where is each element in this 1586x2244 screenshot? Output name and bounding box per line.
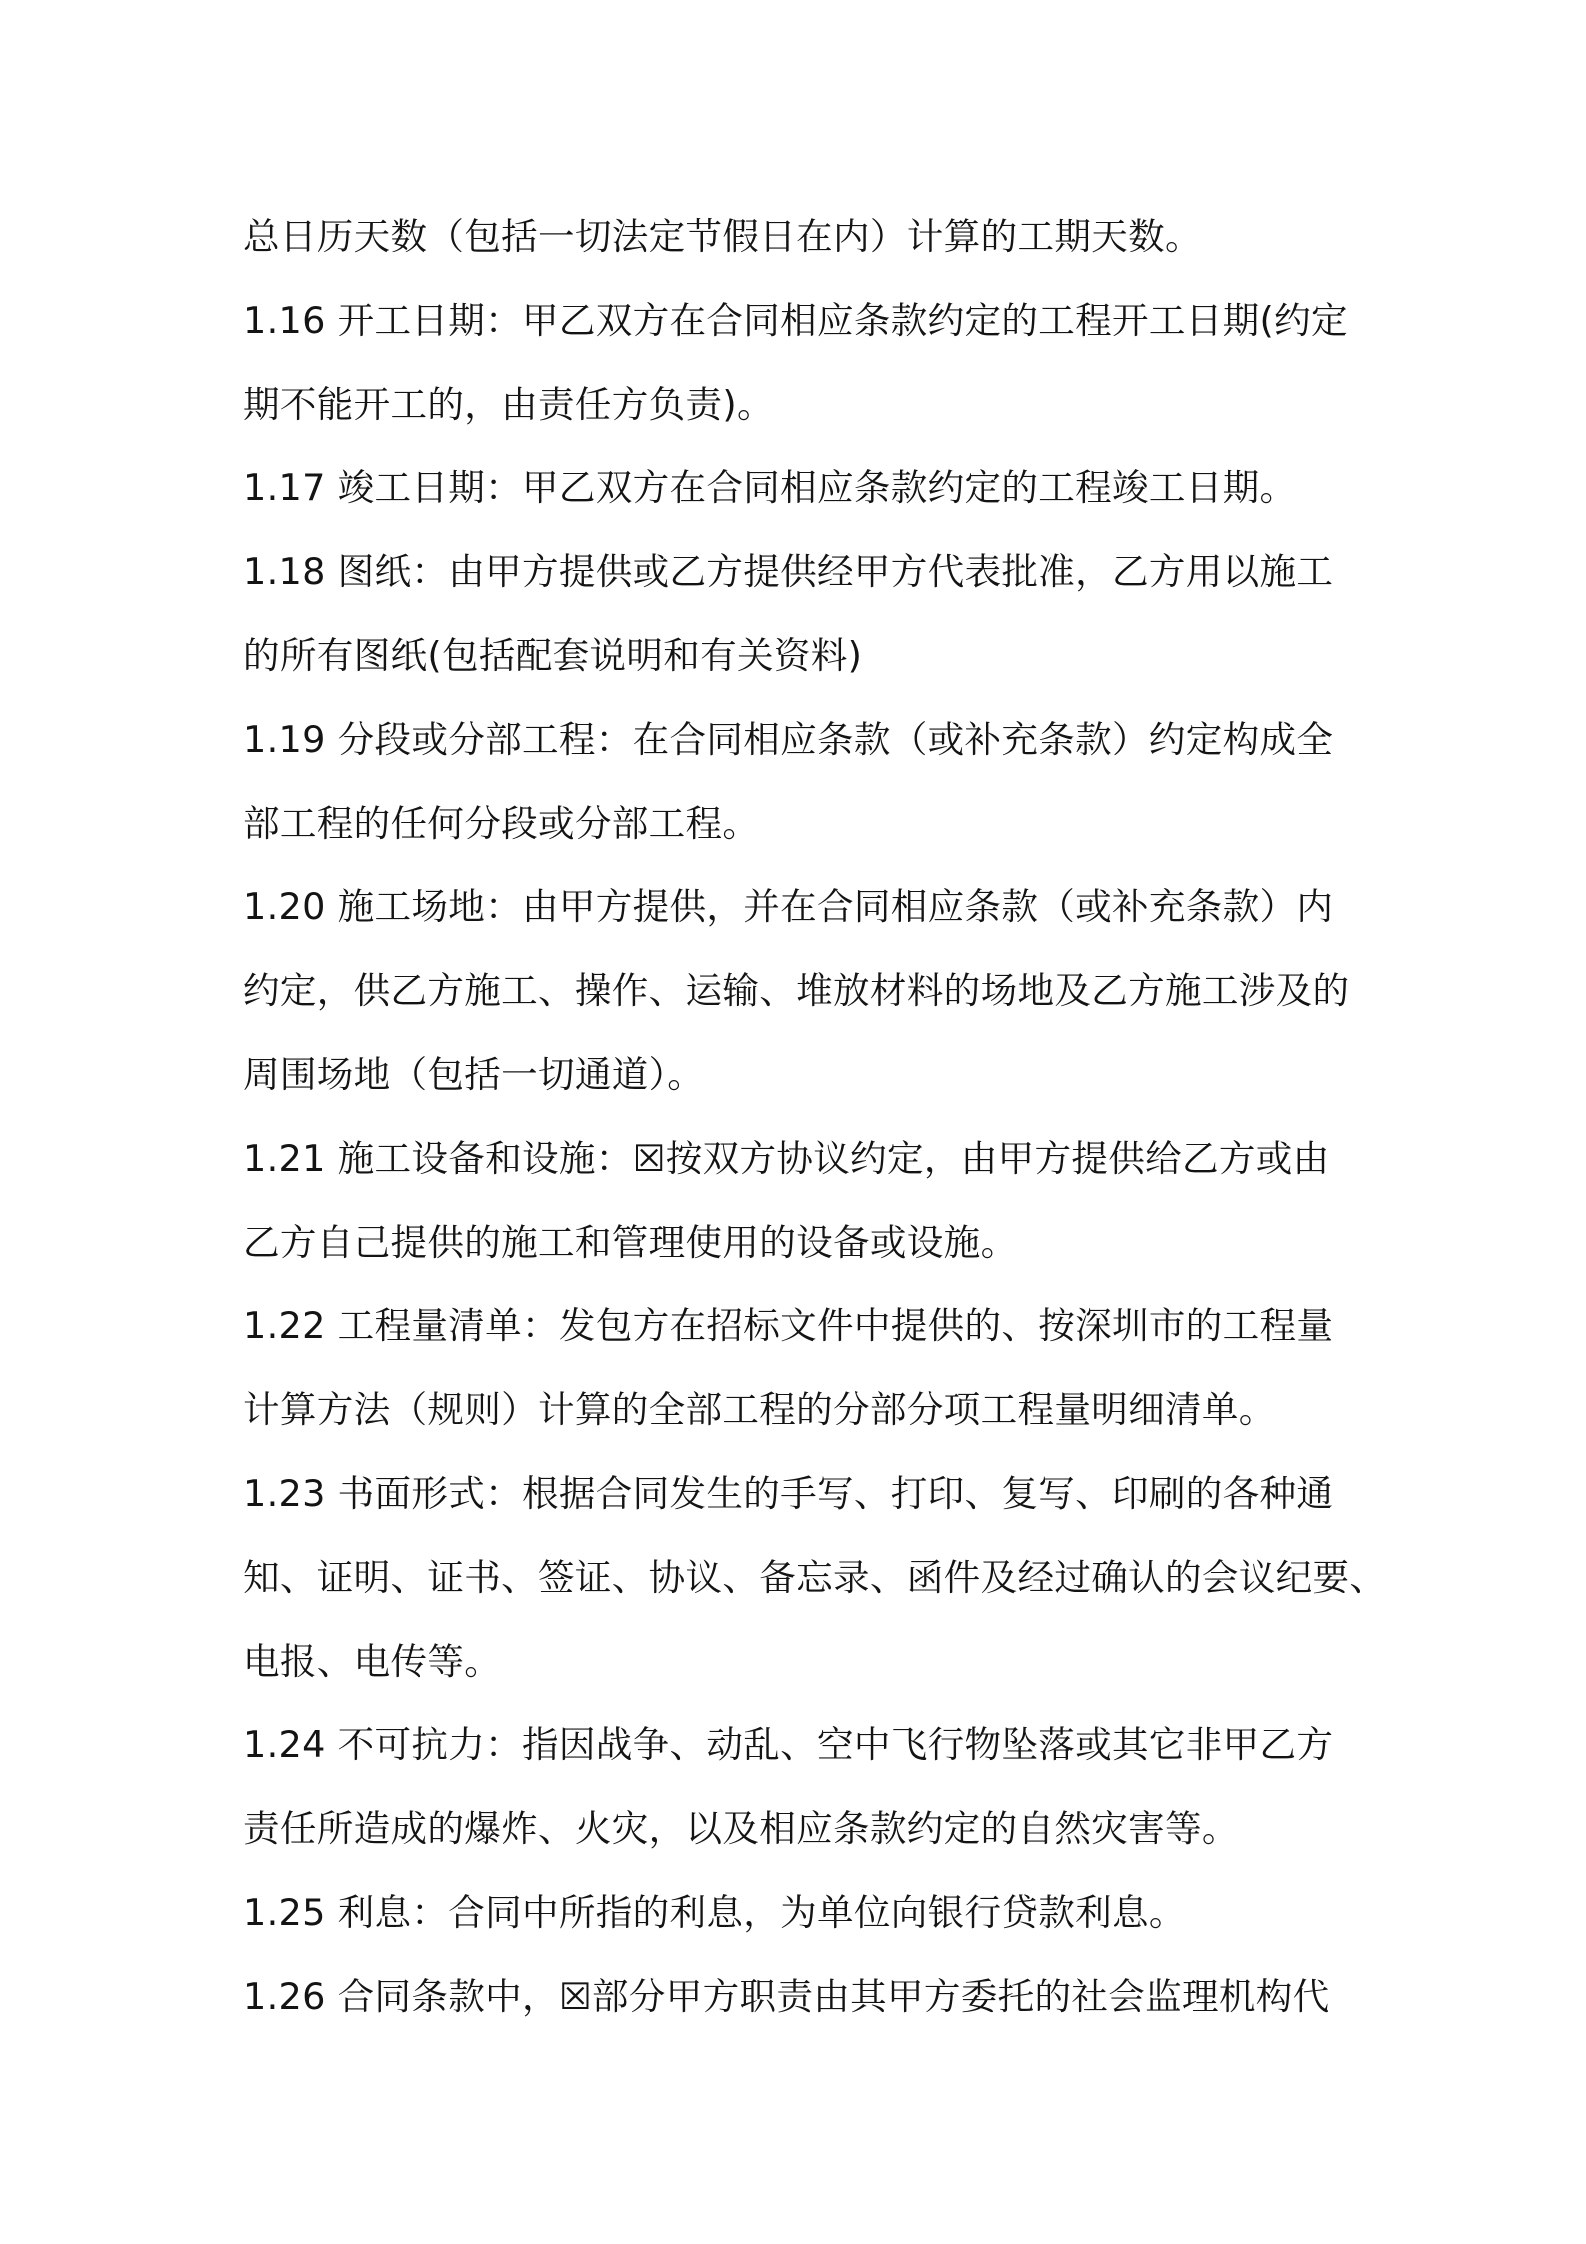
text-line: 1.23 书面形式：根据合同发生的手写、打印、复写、印刷的各种通	[243, 1471, 1334, 1515]
text-line: 1.18 图纸：由甲方提供或乙方提供经甲方代表批准，乙方用以施工	[243, 550, 1334, 594]
text-line: 1.20 施工场地：由甲方提供，并在合同相应条款（或补充条款）内	[243, 885, 1334, 929]
text-line: 期不能开工的，由责任方负责)。	[243, 382, 774, 426]
text-line: 1.21 施工设备和设施：☒按双方协议约定，由甲方提供给乙方或由	[243, 1136, 1330, 1180]
text-line: 1.25 利息：合同中所指的利息，为单位向银行贷款利息。	[243, 1890, 1186, 1934]
text-line: 周围场地（包括一切通道）。	[243, 1052, 705, 1096]
text-line: 1.16 开工日期：甲乙双方在合同相应条款约定的工程开工日期(约定	[243, 298, 1348, 342]
text-line: 的所有图纸(包括配套说明和有关资料)	[243, 633, 863, 677]
text-line: 乙方自己提供的施工和管理使用的设备或设施。	[243, 1220, 1018, 1264]
text-line: 计算方法（规则）计算的全部工程的分部分项工程量明细清单。	[243, 1388, 1276, 1432]
text-line: 总日历天数（包括一切法定节假日在内）计算的工期天数。	[243, 215, 1202, 258]
text-line: 部工程的任何分段或分部工程。	[243, 801, 760, 845]
contract-text-body	[243, 195, 1387, 2039]
text-line: 约定，供乙方施工、操作、运输、堆放材料的场地及乙方施工涉及的	[243, 969, 1350, 1013]
text-line: 知、证明、证书、签证、协议、备忘录、函件及经过确认的会议纪要、	[243, 1555, 1387, 1599]
text-line: 1.19 分段或分部工程：在合同相应条款（或补充条款）约定构成全	[243, 717, 1334, 761]
text-line: 1.17 竣工日期：甲乙双方在合同相应条款约定的工程竣工日期。	[243, 466, 1297, 510]
text-line: 1.26 合同条款中，☒部分甲方职责由其甲方委托的社会监理机构代	[243, 1974, 1330, 2018]
text-line: 责任所造成的爆炸、火灾，以及相应条款约定的自然灾害等。	[243, 1807, 1239, 1851]
text-line: 电报、电传等。	[243, 1639, 502, 1683]
text-line: 1.22 工程量清单：发包方在招标文件中提供的、按深圳市的工程量	[243, 1304, 1334, 1348]
text-line: 1.24 不可抗力：指因战争、动乱、空中飞行物坠落或其它非甲乙方	[243, 1723, 1334, 1767]
